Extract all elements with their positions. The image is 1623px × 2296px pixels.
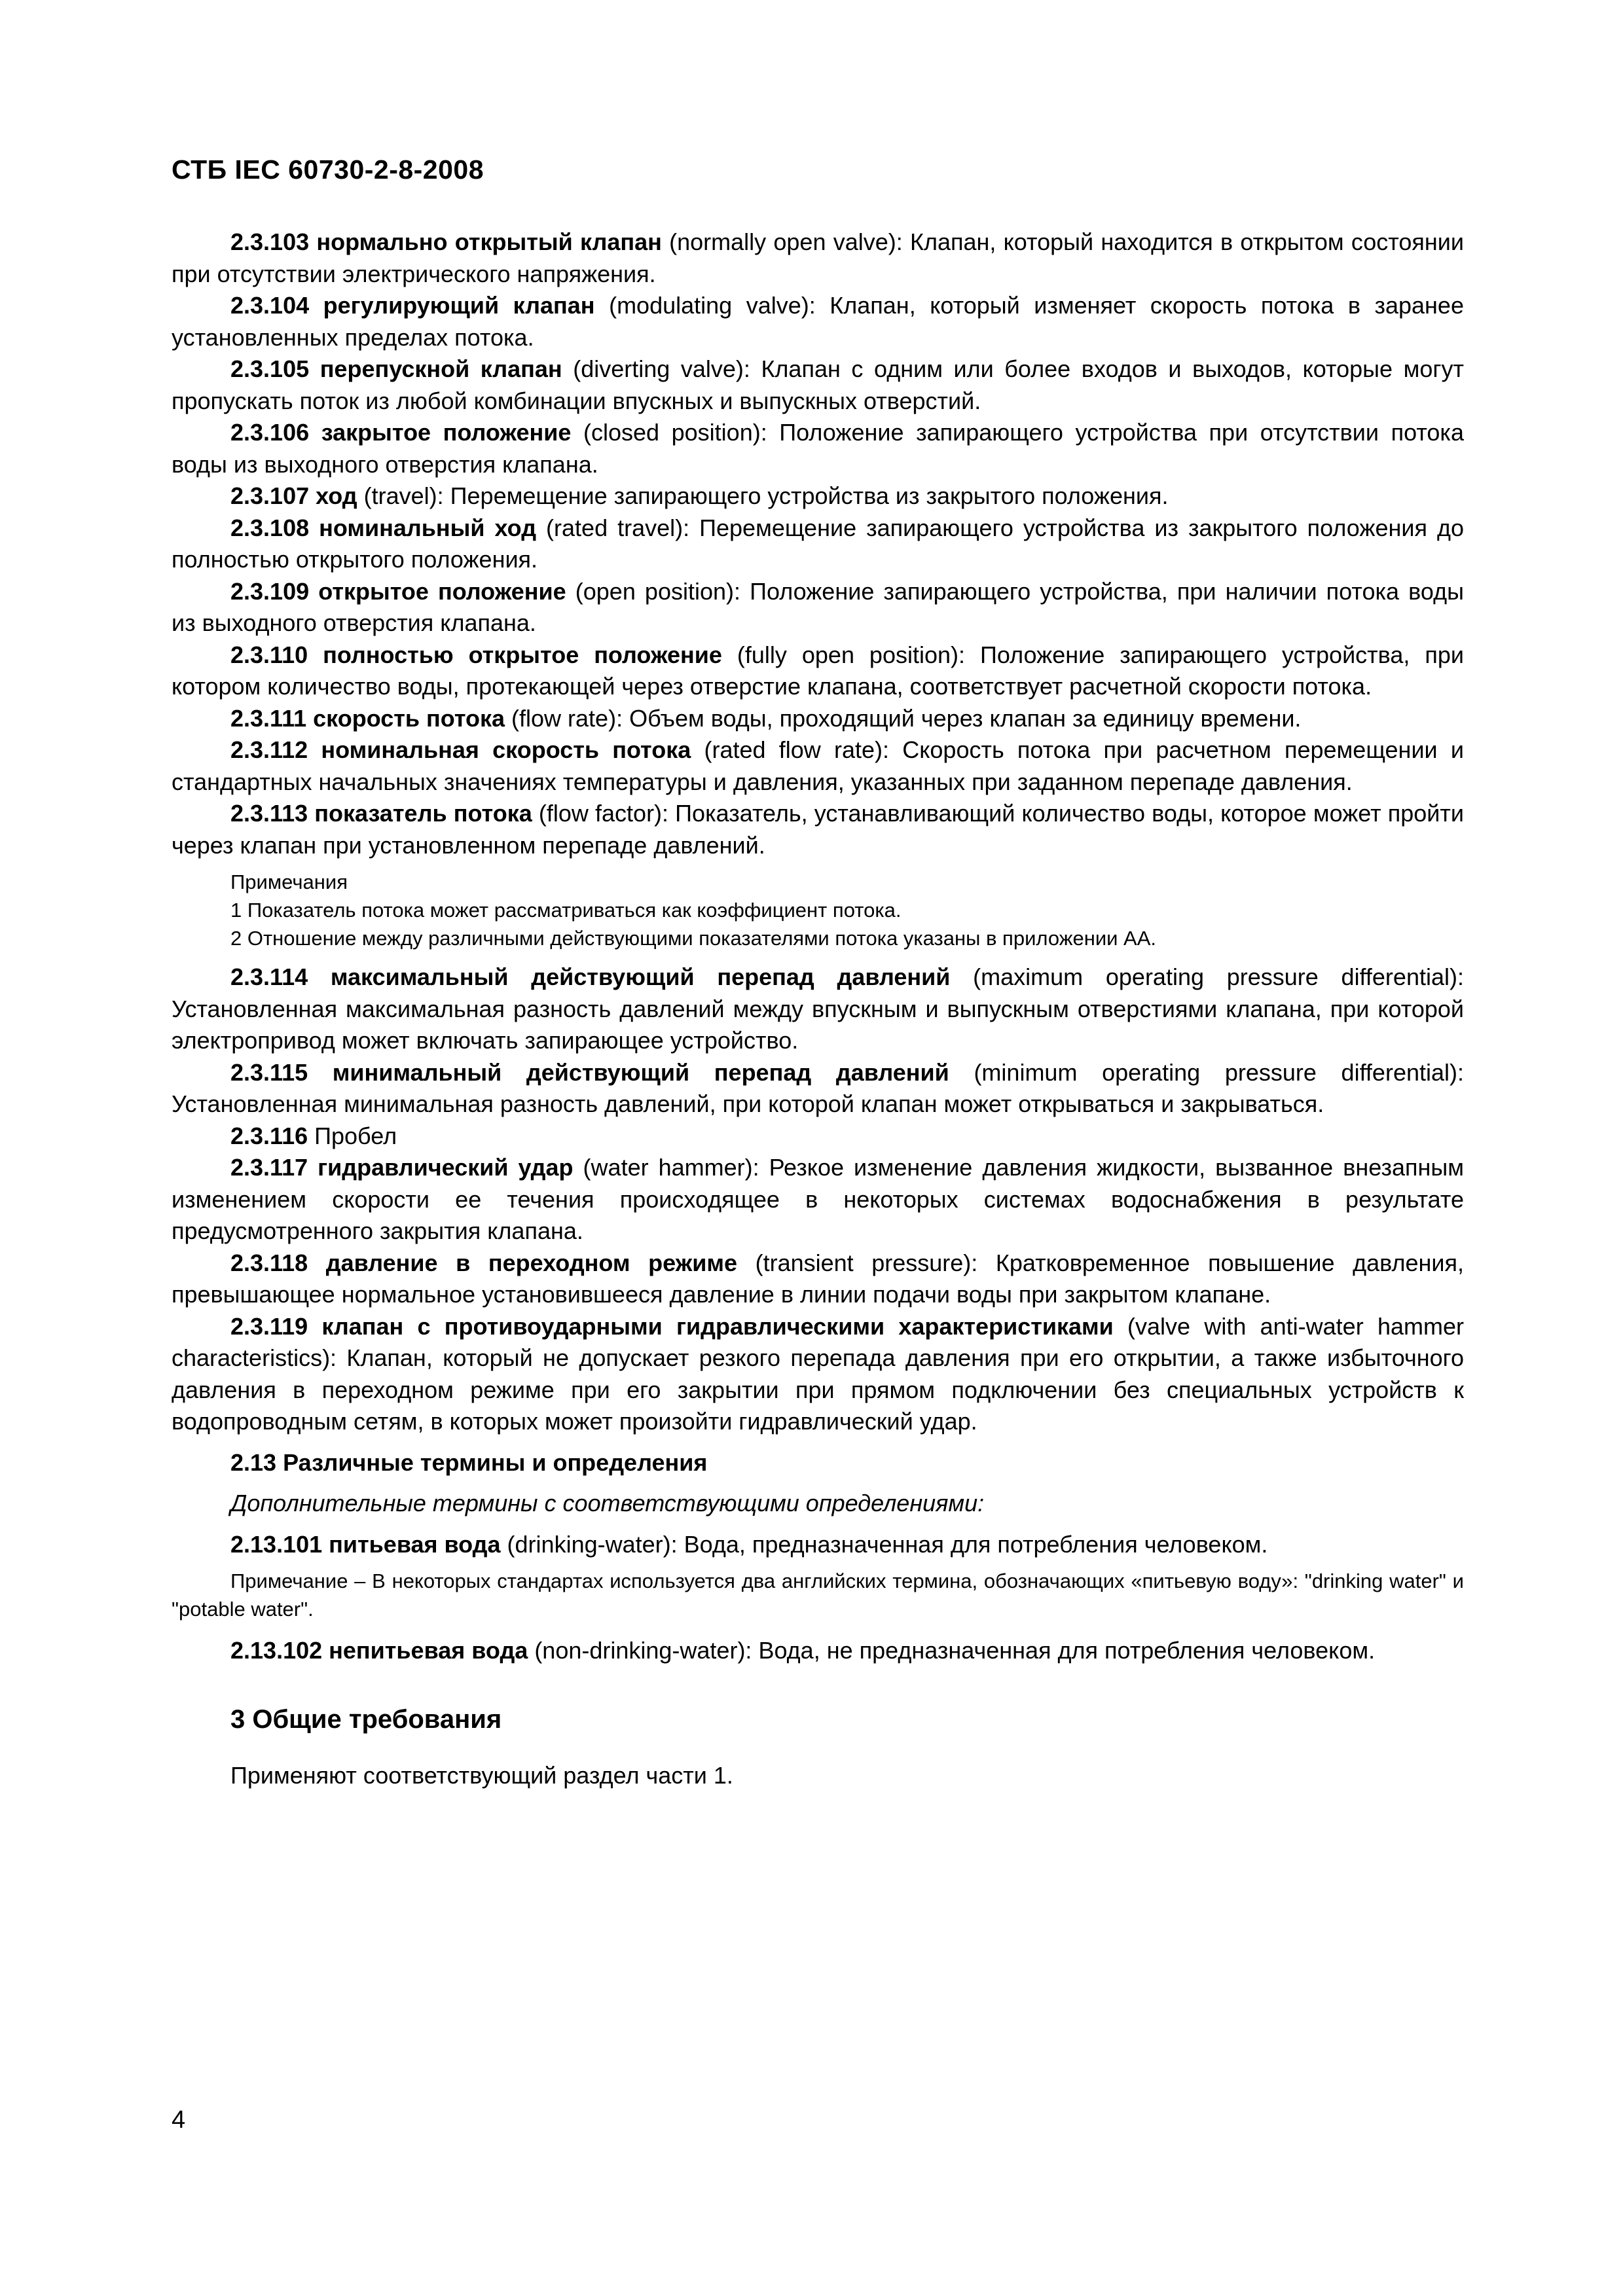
note-item: 2 Отношение между различными действующими показателями потока указаны в приложении АА.: [230, 927, 1157, 950]
term-number: 2.3.115: [230, 1058, 308, 1086]
standard-header: СТБ IEC 60730-2-8-2008: [172, 154, 484, 185]
section-2-13-heading: 2.13 Различные термины и определения: [230, 1448, 708, 1476]
notes-title: Примечания: [230, 870, 348, 893]
term-number: 2.3.104: [230, 292, 310, 319]
term-definition: (rated travel): Перемещение запирающего устройства из закрытого положения до полностью открытого положения.: [172, 514, 1464, 573]
definitions-group-a: [172, 226, 1464, 861]
term-name: питьевая вода: [329, 1530, 501, 1558]
term-number: 2.13.102: [230, 1637, 323, 1664]
page-number: 4: [172, 2106, 186, 2134]
term-name: номинальная скорость потока: [321, 736, 691, 763]
term-name: ход: [316, 482, 357, 509]
term-definition: (transient pressure): Кратковременное повышение давления, превышающее нормальное установившееся давление в линии подачи воды при закрытом клапане.: [172, 1249, 1464, 1308]
section-3-heading: 3 Общие требования: [230, 1704, 502, 1734]
definition-entry: [172, 290, 1464, 353]
term-name: полностью открытое положение: [323, 641, 722, 668]
term-name: скорость потока: [313, 704, 505, 732]
term-definition: (valve with anti-water hammer characteristics): Клапан, который не допускает резкого перепада давления при его открытии, а также избыточного давления в переходном режиме при его закрытии при прямом подключении без специальных устройств к водопроводным сетям, в которых может произойти гидравлический удар.: [172, 1312, 1464, 1435]
term-name: номинальный ход: [319, 514, 537, 541]
definition-entry: [172, 1121, 1464, 1153]
definition-entry: [172, 1247, 1464, 1311]
definition-entry: [172, 512, 1464, 576]
term-definition: (modulating valve): Клапан, который изменяет скорость потока в заранее установленных пределах потока.: [172, 292, 1464, 351]
term-definition: (travel): Перемещение запирающего устройства из закрытого положения.: [357, 482, 1169, 509]
term-definition: (flow factor): Показатель, устанавливающий количество воды, которое может пройти через клапан при установленном перепаде давлений.: [172, 800, 1464, 859]
term-definition: (normally open valve): Клапан, который находится в открытом состоянии при отсутствии электрического напряжения.: [172, 228, 1464, 287]
term-name: непитьевая вода: [329, 1637, 528, 1664]
section-2-13-intro: Дополнительные термины с соответствующими определениями:: [230, 1490, 985, 1516]
term-definition: (non-drinking-water): Вода, не предназначенная для потребления человеком.: [528, 1637, 1376, 1664]
term-number: 2.3.113: [230, 800, 308, 827]
term-definition: (closed position): Положение запирающего устройства при отсутствии потока воды из выходного отверстия клапана.: [172, 419, 1464, 478]
definition-entry: [172, 798, 1464, 861]
term-number: 2.3.109: [230, 577, 310, 605]
definition-2-13-101: [172, 1529, 1464, 1561]
definition-entry: [172, 353, 1464, 417]
term-number: 2.3.105: [230, 355, 310, 382]
term-name: клапан с противоударными гидравлическими характеристиками: [321, 1312, 1114, 1340]
term-number: 2.3.107: [230, 482, 310, 509]
term-number: 2.3.112: [230, 736, 308, 763]
term-name: показатель потока: [314, 800, 532, 827]
definition-entry: [172, 576, 1464, 639]
definition-2-13-102: [172, 1635, 1464, 1667]
term-number: 2.3.111: [230, 704, 307, 732]
term-name: перепускной клапан: [319, 355, 562, 382]
term-definition: (flow rate): Объем воды, проходящий через клапан за единицу времени.: [505, 704, 1302, 732]
term-name: гидравлический удар: [318, 1154, 574, 1181]
term-number: 2.3.103: [230, 228, 310, 255]
term-number: 2.3.116: [230, 1122, 308, 1149]
definition-entry: [172, 417, 1464, 480]
term-definition: (rated flow rate): Скорость потока при расчетном перемещении и стандартных начальных значениях температуры и давления, указанных при заданном перепаде давления.: [172, 736, 1464, 795]
note-item: 1 Показатель потока может рассматриваться как коэффициент потока.: [230, 899, 902, 922]
term-number: 2.13.101: [230, 1530, 323, 1558]
term-definition: (drinking-water): Вода, предназначенная для потребления человеком.: [500, 1530, 1268, 1558]
definition-entry: [172, 226, 1464, 290]
definition-entry: [172, 480, 1464, 512]
term-definition: (maximum operating pressure differential): Установленная максимальная разность давлений между впускным и выпускным отверстиями клапана, при которой электропривод может включать запирающее устройство.: [172, 963, 1464, 1054]
definition-entry: [172, 1311, 1464, 1438]
definition-entry: [172, 734, 1464, 798]
term-definition: (open position): Положение запирающего устройства, при наличии потока воды из выходного отверстия клапана.: [172, 577, 1464, 636]
term-definition: (diverting valve): Клапан с одним или более входов и выходов, которые могут пропускать поток из любой комбинации впускных и выпускных отверстий.: [172, 355, 1464, 414]
definition-entry: [172, 961, 1464, 1057]
term-number: 2.3.110: [230, 641, 308, 668]
term-name: максимальный действующий перепад давлений: [330, 963, 951, 990]
term-number: 2.3.108: [230, 514, 310, 541]
term-number: 2.3.117: [230, 1154, 308, 1181]
term-name: минимальный действующий перепад давлений: [332, 1058, 949, 1086]
term-name: давление в переходном режиме: [325, 1249, 737, 1276]
definition-entry: [172, 703, 1464, 735]
term-name: открытое положение: [318, 577, 566, 605]
notes-block: [172, 868, 1464, 952]
drinking-water-note: Примечание – В некоторых стандартах используется два английских термина, обозначающих «питьевую воду»: "drinking water" и "potable water".: [172, 1570, 1464, 1621]
term-number: 2.3.119: [230, 1312, 308, 1340]
term-definition: Пробел: [308, 1122, 397, 1149]
definition-entry: [172, 1057, 1464, 1121]
term-number: 2.3.118: [230, 1249, 308, 1276]
term-number: 2.3.106: [230, 419, 310, 446]
term-definition: (minimum operating pressure differential): Установленная минимальная разность давлений, при которой клапан может открываться и закрываться.: [172, 1058, 1464, 1117]
definitions-group-b: [172, 961, 1464, 1438]
term-name: нормально открытый клапан: [316, 228, 662, 255]
definition-entry: [172, 639, 1464, 703]
term-name: регулирующий клапан: [323, 292, 595, 319]
section-3-text: Применяют соответствующий раздел части 1.: [230, 1762, 733, 1789]
term-definition: (fully open position): Положение запирающего устройства, при котором количество воды, протекающей через отверстие клапана, соответствует расчетной скорости потока.: [172, 641, 1465, 700]
term-name: закрытое положение: [321, 419, 572, 446]
term-definition: (water hammer): Резкое изменение давления жидкости, вызванное внезапным изменением скорости ее течения происходящее в некоторых системах водоснабжения в результате предусмотренного закрытия клапана.: [172, 1154, 1464, 1244]
term-number: 2.3.114: [230, 963, 308, 990]
definition-entry: [172, 1152, 1464, 1247]
content-body: [172, 226, 1464, 1792]
